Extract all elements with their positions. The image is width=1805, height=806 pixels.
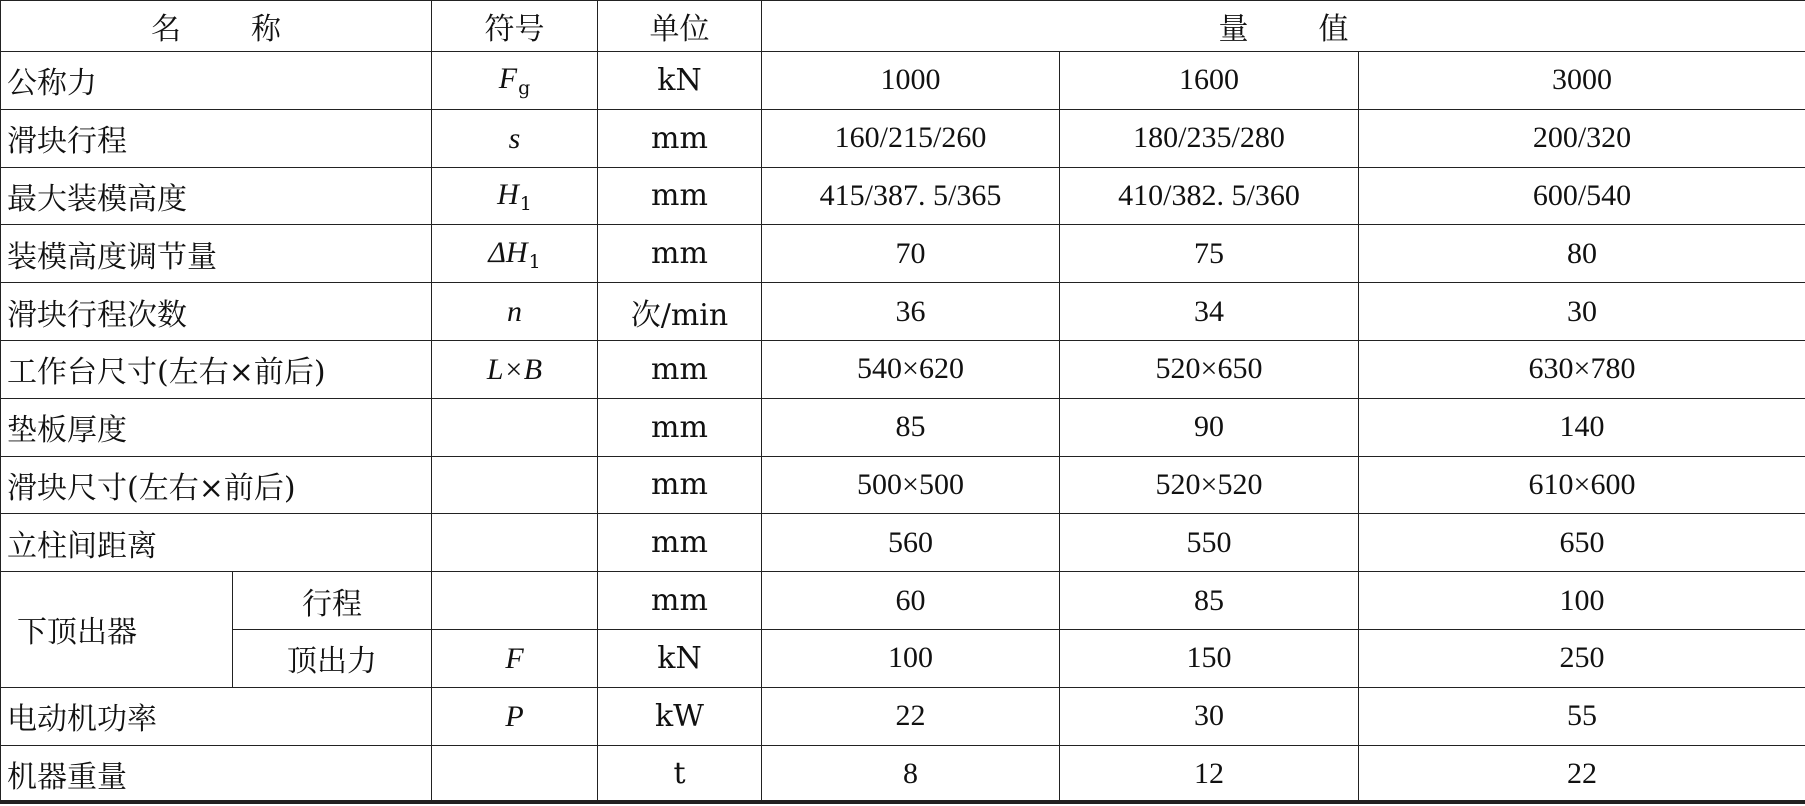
row-unit: mm xyxy=(598,572,762,630)
row-value-2: 180/235/280 xyxy=(1060,109,1359,167)
row-symbol: $H_1$ xyxy=(432,167,598,225)
table-row xyxy=(1,225,1805,283)
table-row xyxy=(1,572,1805,630)
row-unit: kW xyxy=(598,687,762,745)
row-unit: mm xyxy=(598,456,762,514)
row-symbol xyxy=(432,745,598,803)
row-unit: mm xyxy=(598,340,762,398)
table-row xyxy=(1,109,1805,167)
table-row xyxy=(1,398,1805,456)
row-value-3: 22 xyxy=(1359,745,1805,803)
row-value-2: 1600 xyxy=(1060,52,1359,110)
row-value-3: 30 xyxy=(1359,283,1805,341)
row-value-1: 560 xyxy=(762,514,1060,572)
row-name: 滑块尺寸(左右×前后) xyxy=(1,456,432,514)
row-value-1: 1000 xyxy=(762,52,1060,110)
table-row xyxy=(1,514,1805,572)
row-name: 机器重量 xyxy=(1,745,432,803)
row-value-2: 75 xyxy=(1060,225,1359,283)
table-row xyxy=(1,283,1805,341)
row-value-3: 100 xyxy=(1359,572,1805,630)
row-value-2: 520×520 xyxy=(1060,456,1359,514)
row-value-1: 70 xyxy=(762,225,1060,283)
row-value-1: 100 xyxy=(762,629,1060,687)
row-unit: t xyxy=(598,745,762,803)
row-unit: mm xyxy=(598,225,762,283)
row-value-3: 200/320 xyxy=(1359,109,1805,167)
row-symbol xyxy=(432,456,598,514)
row-unit: kN xyxy=(598,629,762,687)
row-value-1: 36 xyxy=(762,283,1060,341)
row-value-3: 3000 xyxy=(1359,52,1805,110)
row-name: 立柱间距离 xyxy=(1,514,432,572)
table-row xyxy=(1,456,1805,514)
table-row xyxy=(1,167,1805,225)
row-value-1: 415/387. 5/365 xyxy=(762,167,1060,225)
row-name: 工作台尺寸(左右×前后) xyxy=(1,340,432,398)
row-symbol: $F_g$ xyxy=(432,52,598,110)
table-row xyxy=(1,745,1805,803)
header-value: 量 值 xyxy=(762,1,1805,52)
row-name: 滑块行程次数 xyxy=(1,283,432,341)
row-value-1: 85 xyxy=(762,398,1060,456)
row-symbol: n xyxy=(432,283,598,341)
table-row xyxy=(1,52,1805,110)
row-unit: mm xyxy=(598,167,762,225)
row-value-3: 630×780 xyxy=(1359,340,1805,398)
row-value-2: 90 xyxy=(1060,398,1359,456)
row-value-3: 140 xyxy=(1359,398,1805,456)
ejector-sub-name: 顶出力 xyxy=(233,629,432,687)
row-value-3: 80 xyxy=(1359,225,1805,283)
row-value-2: 410/382. 5/360 xyxy=(1060,167,1359,225)
table-row xyxy=(1,687,1805,745)
row-value-1: 22 xyxy=(762,687,1060,745)
table-bottom-rule xyxy=(0,800,1805,804)
row-value-1: 160/215/260 xyxy=(762,109,1060,167)
row-symbol: F xyxy=(432,629,598,687)
row-value-2: 34 xyxy=(1060,283,1359,341)
row-name: 电动机功率 xyxy=(1,687,432,745)
row-name: 装模高度调节量 xyxy=(1,225,432,283)
row-value-3: 600/540 xyxy=(1359,167,1805,225)
row-value-2: 85 xyxy=(1060,572,1359,630)
header-row xyxy=(1,1,1805,52)
row-value-1: 540×620 xyxy=(762,340,1060,398)
row-value-1: 60 xyxy=(762,572,1060,630)
header-name: 名 称 xyxy=(1,1,432,52)
row-symbol: P xyxy=(432,687,598,745)
row-value-2: 150 xyxy=(1060,629,1359,687)
row-value-3: 610×600 xyxy=(1359,456,1805,514)
ejector-sub-name: 行程 xyxy=(233,572,432,630)
row-value-3: 55 xyxy=(1359,687,1805,745)
row-value-2: 30 xyxy=(1060,687,1359,745)
header-symbol: 符号 xyxy=(432,1,598,52)
row-value-2: 12 xyxy=(1060,745,1359,803)
table-row xyxy=(1,340,1805,398)
header-unit: 单位 xyxy=(598,1,762,52)
row-symbol xyxy=(432,572,598,630)
row-symbol xyxy=(432,398,598,456)
row-symbol xyxy=(432,514,598,572)
row-unit: kN xyxy=(598,52,762,110)
row-name: 滑块行程 xyxy=(1,109,432,167)
row-name: 最大装模高度 xyxy=(1,167,432,225)
ejector-group-name: 下顶出器 xyxy=(1,572,233,688)
row-unit: mm xyxy=(598,109,762,167)
row-unit: mm xyxy=(598,398,762,456)
row-symbol: s xyxy=(432,109,598,167)
row-value-2: 520×650 xyxy=(1060,340,1359,398)
row-symbol: L×B xyxy=(432,340,598,398)
row-value-1: 500×500 xyxy=(762,456,1060,514)
table-row xyxy=(1,629,1805,687)
row-name: 公称力 xyxy=(1,52,432,110)
row-unit: 次/min xyxy=(598,283,762,341)
row-value-3: 650 xyxy=(1359,514,1805,572)
row-value-3: 250 xyxy=(1359,629,1805,687)
row-symbol: $\Delta H_1$ xyxy=(432,225,598,283)
row-value-2: 550 xyxy=(1060,514,1359,572)
row-unit: mm xyxy=(598,514,762,572)
row-value-1: 8 xyxy=(762,745,1060,803)
row-name: 垫板厚度 xyxy=(1,398,432,456)
